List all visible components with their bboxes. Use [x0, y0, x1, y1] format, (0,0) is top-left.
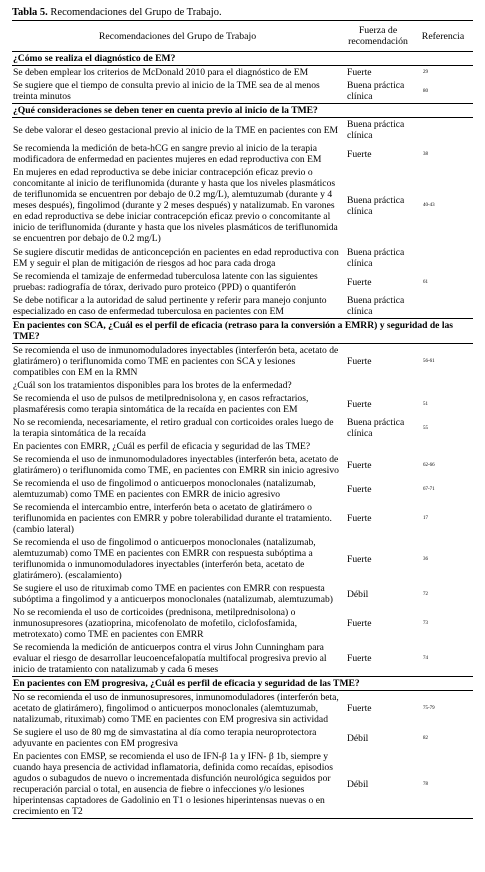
reference-number: 29	[423, 70, 428, 75]
recommendation-row	[12, 142, 473, 166]
recommendation-text: En pacientes con EMSP, se recomienda el uso de IFN-β 1a y IFN- β 1b, siempre y cuando haya presencia de actividad inflamatoria, definida como recaídas, episodios agudos o subagudos de nuevo o incrementada disfunción neurológica seguidos por recuperación parcial o total, en ausencia de fiebre o infecciones y/o lesiones hiperintensas captadores de Gadolinio en T1 o lesiones hiperintensas nuevas o en crecimiento en T2	[12, 750, 343, 819]
recommendation-strength: Buena práctica clínica	[347, 417, 405, 439]
recommendation-text: Se deben emplear los criterios de McDonald 2010 para el diagnóstico de EM	[13, 67, 309, 78]
recommendation-row	[12, 641, 473, 677]
recommendation-text: Se recomienda el uso de fingolimod o anticuerpos monoclonales (natalizumab, alemtuzumab) como TME en pacientes con EMRR de inicio agresivo	[13, 478, 316, 500]
recommendation-text: Se recomienda el uso de inmunomoduladores inyectables (interferón beta, acetato de glatirámero) o teriflunomida como TME en pacientes con SCA y lesiones compatibles con EM en la RMN	[13, 345, 339, 378]
reference-number	[413, 118, 473, 143]
section-question: En pacientes con SCA, ¿Cuál es el perfil de eficacia (retraso para la conversión a EMRR) y seguridad de las TME?	[12, 319, 473, 344]
recommendation-strength: Fuerte	[347, 398, 372, 410]
recommendation-row	[12, 392, 473, 416]
recommendation-row	[12, 691, 473, 727]
table-caption	[12, 6, 473, 19]
recommendation-strength: Fuerte	[347, 67, 372, 78]
section-question: ¿Qué consideraciones se deben tener en cuenta previo al inicio de la TME?	[12, 104, 473, 118]
reference-number: 72	[423, 591, 428, 597]
reference-number: 73	[423, 621, 428, 626]
recommendation-row	[12, 501, 473, 536]
subsection-question: En pacientes con EMRR, ¿Cuál es perfil de eficacia y seguridad de las TME?	[13, 441, 311, 452]
recommendation-strength: Fuerte	[347, 653, 372, 664]
reference-number: 55	[423, 425, 428, 431]
recommendation-row	[12, 536, 473, 582]
recommendation-strength: Buena práctica clínica	[347, 295, 405, 317]
recommendation-row	[12, 246, 473, 270]
subsection-question: ¿Cuál son los tratamientos disponibles para los brotes de la enfermedad?	[13, 380, 292, 391]
recommendation-strength: Débil	[347, 588, 369, 600]
recommendation-row	[12, 416, 473, 440]
header-strength: Fuerza de recomendación	[343, 21, 413, 52]
reference-number: 56-61	[423, 359, 435, 364]
table-body	[12, 52, 473, 819]
reference-number	[413, 294, 473, 319]
recommendation-strength: Fuerte	[347, 553, 372, 565]
recommendation-text: Se recomienda el uso de inmunomoduladores inyectables (interferón beta, acetato de glatirámero) o teriflunomida como TME, en pacientes con EMRR sin inicio agresivo	[13, 454, 339, 476]
recommendation-strength: Fuerte	[347, 483, 372, 495]
recommendation-text: Se recomienda el intercambio entre, interferón beta o acetato de glatirámero o teriflunomida en pacientes con EMRR y pobre tolerabilidad durante el tratamiento. (cambio lateral)	[13, 502, 332, 535]
recommendation-text: Se recomienda la medición de anticuerpos contra el virus John Cunningham para evaluar el riesgo de desarrollar leucoencefalopatía multifocal progresiva previo al inicio de tratamiento con natalizumab y cada 6 meses	[13, 642, 327, 675]
reference-number: 78	[413, 750, 473, 819]
recommendation-row	[12, 66, 473, 80]
recommendation-text: En mujeres en edad reproductiva se debe iniciar contracepción eficaz previo o concomitante al inicio de teriflunomida (durante y hasta que los niveles plasmáticos de teriflunomida se encuentren por debajo de 0.2 mg/L), alemtuzumab (durante y 4 meses después), fingolimod (durante y 2 meses después) y natalizumab. En varones en edad reproductiva se debe iniciar contracepción eficaz previo o concomitante al inicio de teriflunomida (durante y hasta que los niveles plasmáticos de teriflunomida se encuentren por debajo de 0.2 mg/L)	[13, 167, 338, 244]
subsection-row	[12, 440, 473, 453]
recommendation-row	[12, 79, 473, 104]
recommendation-text: Se recomienda el uso de fingolimod o anticuerpos monoclonales (natalizumab, alemtuzumab) como TME en pacientes con EMRR con respuesta subóptima a teriflunomida o inmunomoduladores inyectables (interferón beta, acetato de glatirámero). (escalamiento)	[13, 537, 316, 581]
reference-number: 17	[423, 516, 428, 521]
subsection-row	[12, 379, 473, 392]
section-question: ¿Cómo se realiza el diagnóstico de EM?	[12, 52, 473, 66]
recommendation-row	[12, 582, 473, 606]
recommendation-row	[12, 726, 473, 750]
recommendation-strength: Fuerte	[347, 513, 372, 524]
recommendation-text: Se debe notificar a la autoridad de salud pertinente y referir para manejo conjunto especializado en caso de enfermedad tuberculosa en pacientes con EM	[13, 295, 327, 317]
recommendation-strength: Débil	[343, 750, 413, 819]
recommendation-row	[12, 477, 473, 501]
recommendation-text: No se recomienda el uso de inmunosupresores, inmunomoduladores (interferón beta, acetato de glatirámero), fingolimod o anticuerpos monoclonales (alemtuzumab, natalizumab, rituximab) como TME en pacientes con EM progresiva sin actividad	[13, 692, 339, 725]
recommendation-text: Se sugiere el uso de 80 mg de simvastatina al día como terapia neuroprotectora adyuvante en pacientes con EM progresiva	[13, 727, 317, 749]
recommendation-row	[12, 453, 473, 477]
recommendation-row	[12, 118, 473, 143]
recommendation-strength: Fuerte	[347, 276, 372, 288]
recommendation-strength: Débil	[347, 732, 369, 744]
reference-number: 67-71	[423, 486, 435, 492]
recommendation-strength: Buena práctica clínica	[347, 80, 405, 102]
reference-number	[413, 246, 473, 270]
header-recommendations: Recomendaciones del Grupo de Trabajo	[12, 21, 343, 52]
table-header-row	[12, 21, 473, 52]
header-reference: Referencia	[413, 21, 473, 52]
section-header-row	[12, 104, 473, 118]
reference-number: 82	[423, 735, 428, 741]
recommendation-strength: Buena práctica clínica	[347, 194, 405, 217]
section-header-row	[12, 677, 473, 691]
recommendation-strength: Fuerte	[347, 148, 372, 160]
recommendation-text: Se recomienda el tamizaje de enfermedad tuberculosa latente con las siguientes pruebas: radiografía de tórax, derivado puro proteico (PPD) o quantiferón	[13, 271, 318, 293]
recommendation-text: No se recomienda, necesariamente, el retiro gradual con corticoides orales luego de la terapia sintomática de la recaída	[13, 417, 334, 439]
section-header-row	[12, 319, 473, 344]
section-header-row	[12, 52, 473, 66]
reference-number: 62-66	[423, 462, 435, 468]
reference-number: 75-79	[423, 706, 435, 711]
recommendation-text: Se recomienda el uso de pulsos de metilprednisolona y, en casos refractarios, plasmaféresis como terapia sintomática de la recaída en pacientes con EM	[13, 393, 309, 415]
recommendations-table	[12, 20, 473, 819]
recommendation-text: Se recomienda la medición de beta-hCG en sangre previo al inicio de la terapia modificadora de enfermedad en pacientes mujeres en edad reproductiva con EM	[13, 143, 322, 165]
recommendation-row	[12, 750, 473, 819]
recommendation-row	[12, 294, 473, 319]
recommendation-text: No se recomienda el uso de corticoides (prednisona, metilprednisolona) o inmunosupresores (azatioprina, micofenolato de mofetilo, ciclofosfamida, metrotexato) como TME en pacientes con EMRR	[13, 607, 297, 640]
reference-number: 61	[423, 279, 428, 285]
recommendation-row	[12, 606, 473, 641]
reference-number: 40-43	[423, 203, 435, 208]
caption-text: Recomendaciones del Grupo de Trabajo.	[47, 7, 222, 18]
recommendation-row	[12, 344, 473, 380]
recommendation-row	[12, 166, 473, 246]
recommendation-strength: Buena práctica clínica	[347, 247, 405, 269]
section-question: En pacientes con EM progresiva, ¿Cuál es perfil de eficacia y seguridad de las TME?	[12, 677, 473, 691]
recommendation-strength: Fuerte	[347, 459, 372, 471]
recommendation-strength: Fuerte	[347, 356, 372, 367]
recommendation-row	[12, 270, 473, 294]
reference-number: 74	[423, 656, 428, 661]
recommendation-strength: Fuerte	[347, 618, 372, 629]
reference-number: 36	[423, 556, 428, 562]
recommendation-text: Se sugiere discutir medidas de anticoncepción en pacientes en edad reproductiva con EM y seguir el plan de mitigación de riesgos ad hoc para cada droga	[13, 247, 339, 269]
reference-number: 38	[423, 151, 428, 157]
reference-number: 51	[423, 401, 428, 407]
recommendation-text: Se sugiere que el tiempo de consulta previo al inicio de la TME sea de al menos treinta minutos	[13, 80, 320, 102]
recommendation-strength: Buena práctica clínica	[347, 119, 405, 141]
recommendation-strength: Fuerte	[347, 703, 372, 714]
reference-number: 80	[423, 88, 428, 94]
recommendation-text: Se debe valorar el deseo gestacional previo al inicio de la TME en pacientes con EM	[13, 124, 339, 136]
caption-label: Tabla 5.	[12, 7, 48, 18]
recommendation-text: Se sugiere el uso de rituximab como TME en pacientes con EMRR con respuesta subóptima a fingolimod y a anticuerpos monoclonales (natalizumab, alemtuzumab)	[13, 583, 333, 605]
